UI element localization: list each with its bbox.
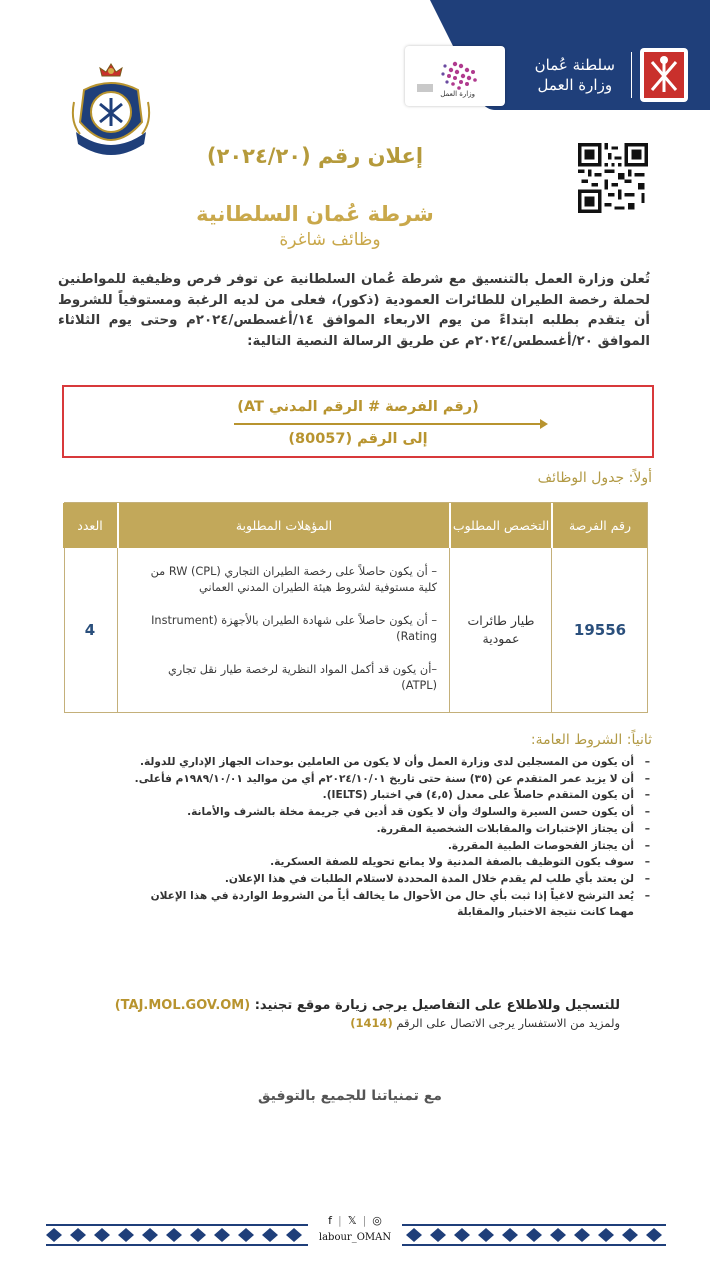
intro-paragraph: تُعلن وزارة العمل بالتنسيق مع شرطة عُمان السلطانية عن توفر فرص وظيفية للمواطنين لحملة رخصة الطيران للطائرات العمودية (ذكور)، فعلى من لديه الرغبة ومستوفياً للشروط أن يتقدم بطلبه ابتداءً من يوم الاربعاء الموافق ١٤/أغسطس/٢٠٢٤م وحتى يوم الثلاثاء الموافق ٢٠/أغسطس/٢٠٢٤م عن طريق الرسالة النصية التالية: xyxy=(58,272,650,349)
condition-item: – أن يكون من المسجلين لدى وزارة العمل وأن لا يكون من العاملين بوحدات الجهاز الإداري للدولة. xyxy=(84,754,650,771)
sms-format: (رقم الفرصة # الرقم المدني AT) xyxy=(237,399,479,415)
social-icons xyxy=(308,1214,402,1227)
specialization-cell: طيار طائرات عمودية xyxy=(467,613,535,646)
condition-item: – أن لا يزيد عمر المتقدم عن (٣٥) سنة حتى تاريخ ٢٠٢٤/١٠/٠١م أي من مواليد ١٩٨٩/١٠/٠١م فأعلى. xyxy=(84,771,650,788)
announcement-number: إعلان رقم (٢٠٢٤/٢٠) xyxy=(206,144,424,168)
facebook-icon[interactable]: f xyxy=(328,1214,332,1227)
condition-item: – يُعد الترشح لاغياً إذا ثبت بأي حال من الأحوال ما يخالف أياً من الشروط الواردة في هذا الإعلان xyxy=(84,888,650,905)
conditions-list xyxy=(84,754,650,921)
count-cell: 4 xyxy=(84,621,96,639)
jobs-table xyxy=(64,502,648,713)
ministry-name-line1: سلطنة عُمان xyxy=(534,56,615,74)
column-divider xyxy=(117,548,118,712)
contact-text: ولمزيد من الاستفسار يرجى الاتصال على الرقم xyxy=(396,1016,620,1030)
section-heading-jobs: أولاً: جدول الوظائف xyxy=(537,470,652,486)
registration-line xyxy=(80,998,620,1013)
closing-greeting: مع تمنياتنا للجميع بالتوفيق xyxy=(258,1088,442,1104)
contact-line xyxy=(120,1016,620,1030)
condition-item: – أن يكون حسن السيرة والسلوك وأن لا يكون قد أدين في جريمة مخلة بالشرف والأمانة. xyxy=(84,804,650,821)
condition-item: – أن يجتاز الإختبارات والمقابلات الشخصية المقررة. xyxy=(84,821,650,838)
section-heading-conditions: ثانياً: الشروط العامة: xyxy=(530,732,652,748)
ministry-of-labour-logo xyxy=(512,42,690,108)
condition-item: – سوف يكون التوظيف بالصفة المدنية ولا يمانع تحويله للصفة العسكرية. xyxy=(84,854,650,871)
contact-number: (1414) xyxy=(350,1016,393,1030)
qualification-item: – أن يكون حاصلاً على رخصة الطيران التجاري RW (CPL) من كلية مستوفية لشروط هيئة الطيران المدني العماني xyxy=(150,565,437,594)
taj-logo xyxy=(405,46,505,106)
ministry-name xyxy=(535,55,615,95)
ministry-name-line2: وزارة العمل xyxy=(537,76,613,94)
separator: | xyxy=(337,1214,342,1227)
qualification-item: – أن يكون حاصلاً على شهادة الطيران بالأجهزة (Instrument Rating) xyxy=(151,614,437,643)
x-icon[interactable]: 𝕏 xyxy=(347,1214,357,1227)
social-handle[interactable]: labour_OMAN xyxy=(318,1232,392,1243)
registration-text: للتسجيل وللاطلاع على التفاصيل يرجى زيارة موقع تجنيد: xyxy=(254,998,620,1013)
qualification-item: –أن يكون قد أكمل المواد النظرية لرخصة طيار نقل تجاري (ATPL) xyxy=(167,663,437,692)
registration-website-link[interactable]: (TAJ.MOL.GOV.OM) xyxy=(114,998,251,1013)
header-count: العدد xyxy=(63,503,117,548)
qr-code[interactable] xyxy=(578,143,648,213)
arrow-icon xyxy=(234,423,546,425)
organization-subtitle: وظائف شاغرة xyxy=(279,230,381,250)
oman-emblem-icon xyxy=(638,46,690,104)
condition-item: – لن يعتد بأي طلب لم يقدم خلال المدة المحددة لاستلام الطلبات في هذا الإعلان. xyxy=(84,871,650,888)
royal-oman-police-emblem-icon xyxy=(64,62,158,162)
condition-item-continuation: مهما كانت نتيجة الاختبار والمقابلة xyxy=(457,906,634,919)
instagram-icon[interactable]: ◎ xyxy=(372,1214,382,1227)
column-divider xyxy=(551,548,552,712)
opportunity-number-cell: 19556 xyxy=(573,621,627,639)
header-specialization: التخصص المطلوب xyxy=(451,503,551,548)
header-opportunity-number: رقم الفرصة xyxy=(553,503,647,548)
header-qualifications: المؤهلات المطلوبة xyxy=(119,503,449,548)
sms-number: إلى الرقم (80057) xyxy=(288,431,428,447)
condition-item: – أن يجتاز الفحوصات الطبية المقررة. xyxy=(84,838,650,855)
condition-item: – أن يكون المتقدم حاصلاً على معدل (٤,٥) في اختبار (IELTS). xyxy=(84,787,650,804)
logo-divider xyxy=(631,52,632,98)
separator: | xyxy=(362,1214,367,1227)
organization-title: شرطة عُمان السلطانية xyxy=(196,202,434,226)
qualifications-cell xyxy=(119,548,449,712)
column-divider xyxy=(449,548,450,712)
application-instructions-box xyxy=(62,385,654,458)
social-media-box xyxy=(308,1208,402,1252)
taj-logo-label: وزارة العمل xyxy=(440,90,475,98)
